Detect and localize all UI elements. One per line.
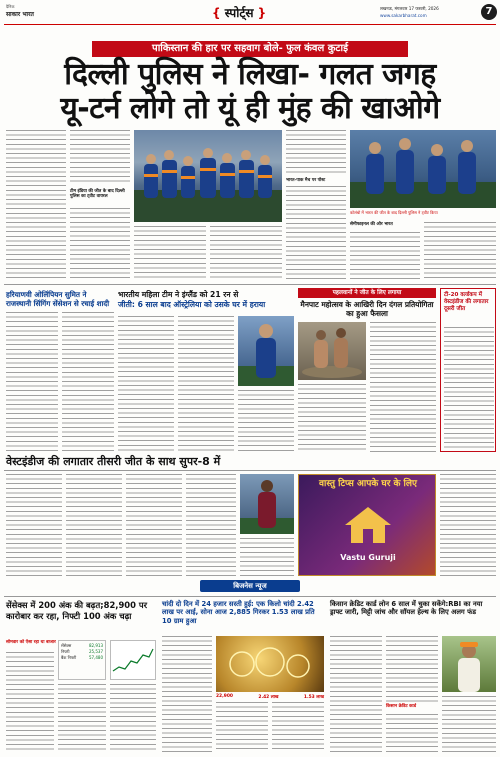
side-box-title: टी-20 वर्ल्डकप में वेस्टइंडीज की लगातार दूसरी जीत (444, 292, 489, 312)
credit-subhead: किसान क्रेडिट कार्ड (386, 704, 417, 709)
divider (4, 284, 496, 285)
lead-body-column-5 (286, 130, 346, 175)
windies-body-4 (186, 474, 236, 576)
market-row-label: बैंक निफ्टी (61, 655, 77, 660)
paper-small-label: दैनिक (6, 4, 15, 9)
lead-body-column-7 (424, 222, 496, 280)
lead-kicker-band: पाकिस्तान की हार पर सहवाग बोले- फुल कंवल कुटाई (92, 41, 408, 57)
market-table (58, 640, 106, 680)
gold-body-1 (162, 636, 212, 752)
lead-subhead-1: टीम इंडिया की जीत के बाद दिल्ली पुलिस का ट्वीट वायरल (70, 189, 125, 200)
windies-photo (240, 474, 294, 534)
gold-figure: 1.53 लाख (303, 695, 324, 700)
wrestling-story-body-2 (370, 322, 436, 452)
credit-body-1 (330, 636, 382, 752)
women-team-photo (238, 316, 294, 386)
windies-body-1 (6, 474, 62, 576)
gold-figure: 22,900 (216, 694, 233, 699)
sensex-headline: सेंसेक्स में 200 अंक की बढ़त;82,900 पर कारोबार कर रहा, निफ्टी 100 अंक चढ़ा (6, 600, 148, 621)
website-link[interactable]: www.sakarbharat.com (380, 13, 427, 18)
gold-headline: चांदी दो दिन में 24 हजार सस्ती हुई: एक किलो चांदी 2.42 लाख पर आई, सोना आज 2,885 गिरकर 1.53 लाख प्रति 10 ग्राम हुआ (162, 600, 315, 625)
section-name: स्पोर्ट्स (224, 6, 254, 20)
farmer-illustration (442, 636, 496, 692)
women-story-title-2: जीती: 6 साल बाद ऑस्ट्रेलिया को उसके घर में हराया (118, 300, 266, 309)
lead-body-column-6 (350, 232, 420, 280)
lead-body-column-5b (286, 186, 346, 280)
market-row-value: 82,913 (89, 643, 103, 648)
credit-body-3 (386, 714, 438, 752)
lead-body-column-2 (70, 130, 130, 185)
women-player-illustration (238, 316, 294, 386)
farmer-photo (442, 636, 496, 692)
credit-body-4 (442, 696, 496, 752)
lead-photo-caption: कोलंबो में भारत की जीत के बाद दिल्ली पुलिस ने ट्वीट किया (350, 210, 438, 215)
team-players-illustration (134, 130, 282, 222)
celebration-illustration (350, 130, 496, 208)
paper-name: साकार भारत (6, 11, 34, 18)
divider (4, 470, 496, 471)
wrestling-story-title: मैनपाट महोत्सव के आखिरी दिन दंगल प्रतियोगिता का हुआ फैसला (300, 300, 434, 318)
sensex-body-1 (6, 652, 54, 752)
house-icon (343, 505, 393, 545)
market-row-label: निफ्टी (61, 649, 70, 654)
sensex-subhead: सोमवार को ऐसा रहा था बाजार (6, 640, 56, 645)
masthead (4, 3, 496, 25)
section-title: { स्पोर्ट्स } (212, 6, 267, 20)
lead-headline-line-1: दिल्ली पुलिस ने लिखा- गलत जगह (64, 57, 436, 92)
lead-subhead-2: भारत-पाक मैच पर पोस्ट (286, 178, 326, 183)
lead-photo-players-celebrating (350, 130, 496, 208)
lead-body-column-1 (6, 130, 66, 280)
lead-body-column-3 (134, 226, 206, 280)
jewellery-illustration (216, 636, 324, 692)
vastu-advertisement (298, 474, 436, 576)
windies-body-2 (66, 474, 122, 576)
gold-figures (216, 694, 324, 700)
page-number-badge: 7 (481, 4, 497, 20)
wrestling-story-body-1 (298, 384, 366, 452)
lead-subhead-3: सेमीफाइनल की ओर भारत (350, 222, 393, 227)
wrestling-header-band: पहलवानों ने जीत के लिए लगाया (298, 288, 436, 298)
haryana-story-body-1 (6, 312, 58, 452)
haryana-story-title: हरियाणवी ओलिंपियन सुमित ने राजस्थानी सिंगिंग सेंसेशन से रचाई शादी (6, 290, 110, 308)
women-story-body-1 (118, 316, 174, 452)
windies-player-illustration (240, 474, 294, 534)
side-box-body (444, 327, 494, 449)
windies-body-5 (240, 538, 294, 576)
sensex-body-3 (110, 684, 156, 752)
lead-body-column-4 (210, 226, 282, 280)
gold-body-3 (272, 702, 324, 752)
market-row (61, 655, 103, 661)
lead-headline-line-2: यू-टर्न लोगे तो यूं ही मुंह की खाओगे (60, 91, 440, 126)
divider (4, 596, 496, 597)
lead-photo-team-india (134, 130, 282, 222)
trend-line-icon (111, 641, 155, 679)
market-row-value: 25,537 (89, 649, 103, 654)
market-mini-chart (110, 640, 156, 680)
market-row-value: 57,480 (89, 655, 103, 660)
credit-headline: किसान क्रेडिट कार्ड लोन 6 साल में चुका सकेंगे:RBI का नया ड्राफ्ट जारी, मिट्टी जांच और सॉयल हेल्थ के लिए अलग फंड (330, 600, 483, 617)
wrestlers-illustration (298, 322, 366, 380)
market-row-label: सेंसेक्स (61, 643, 72, 648)
vastu-ad-title: वास्तु टिप्स आपके घर के लिए (319, 479, 417, 489)
gold-figure: 2.42 लाख (258, 695, 279, 700)
women-story-body-2 (178, 316, 234, 452)
business-section-label: बिजनेस न्यूज (200, 580, 300, 592)
issue-date: लखनऊ, मंगलवार 17 फरवरी, 2026 (380, 6, 439, 11)
side-box (440, 288, 496, 452)
credit-body-2 (386, 636, 438, 702)
lead-body-column-2b (70, 208, 130, 280)
gold-jewellery-photo (216, 636, 324, 692)
windies-body-3 (126, 474, 182, 576)
gold-body-2 (216, 702, 268, 752)
haryana-story-body-2 (62, 312, 114, 452)
vastu-brand: Vastu Guruji (340, 553, 396, 562)
windies-headline: वेस्टइंडीज की लगातार तीसरी जीत के साथ सुपर-8 में (6, 455, 221, 468)
wrestling-photo (298, 322, 366, 380)
sensex-body-2 (58, 684, 106, 752)
women-story-title-1: भारतीय महिला टीम ने इंग्लैंड को 21 रन से (118, 290, 239, 299)
women-story-body-3 (238, 390, 294, 452)
side-column-text (440, 474, 496, 576)
